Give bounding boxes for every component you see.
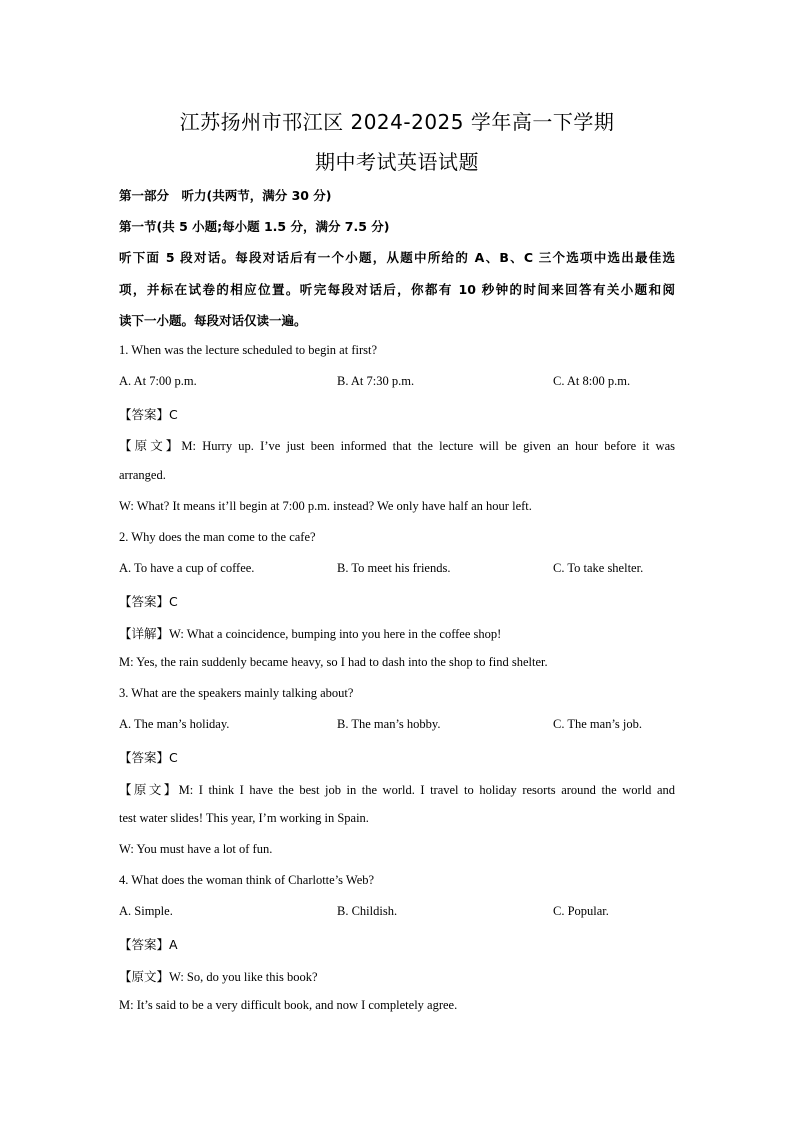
option-b: B. The man’s hobby.	[337, 717, 441, 731]
option-a: A. At 7:00 p.m.	[119, 374, 197, 388]
instructions-line-3: 读下一小题。每段对话仅读一遍。	[119, 313, 307, 328]
option-a: A. Simple.	[119, 904, 173, 918]
transcript-line: test water slides! This year, I’m working in Spain.	[119, 811, 369, 825]
option-b: B. Childish.	[337, 904, 398, 918]
answer-label: 【答案】A	[119, 937, 178, 952]
answer-label: 【答案】C	[119, 750, 178, 765]
transcript-line: W: What? It means it’ll begin at 7:00 p.m. instead? We only have half an hour left.	[119, 499, 532, 513]
question-stem: 1. When was the lecture scheduled to begin at first?	[119, 343, 378, 357]
document-title-line1: 江苏扬州市邗江区 2024-2025 学年高一下学期	[179, 110, 615, 134]
answer-label: 【答案】C	[119, 594, 178, 609]
question-stem: 2. Why does the man come to the cafe?	[119, 530, 316, 544]
instructions-line-1: 听下面 5 段对话。每段对话后有一个小题，从题中所给的 A、B、C 三个选项中选出最佳选	[119, 250, 675, 265]
option-c: C. At 8:00 p.m.	[553, 374, 631, 388]
option-c: C. The man’s job.	[553, 717, 643, 731]
subsection-heading: 第一节(共 5 小题;每小题 1.5 分，满分 7.5 分)	[119, 219, 390, 234]
transcript-line: M: Yes, the rain suddenly became heavy, so I had to dash into the shop to find shelter.	[119, 655, 548, 669]
section-part-heading: 第一部分 听力(共两节，满分 30 分)	[119, 188, 332, 203]
instructions-line-2: 项，并标在试卷的相应位置。听完每段对话后，你都有 10 秒钟的时间来回答有关小题和阅	[119, 282, 675, 297]
transcript-line: M: It’s said to be a very difficult book, and now I completely agree.	[119, 998, 458, 1012]
question-stem: 4. What does the woman think of Charlotte’s Web?	[119, 873, 375, 887]
transcript-line: 【原文】W: So, do you like this book?	[119, 970, 318, 984]
option-c: C. To take shelter.	[553, 561, 644, 575]
answer-label: 【答案】C	[119, 407, 178, 422]
question-stem: 3. What are the speakers mainly talking about?	[119, 686, 354, 700]
transcript-line: W: You must have a lot of fun.	[119, 842, 273, 856]
transcript-line: 【原文】M: I think I have the best job in the world. I travel to holiday resorts around the world and	[119, 783, 675, 797]
transcript-line: 【原文】M: Hurry up. I’ve just been informed that the lecture will be given an hour before it was	[119, 439, 675, 453]
option-b: B. At 7:30 p.m.	[337, 374, 415, 388]
option-c: C. Popular.	[553, 904, 609, 918]
transcript-line: arranged.	[119, 468, 166, 482]
transcript-line: 【详解】W: What a coincidence, bumping into you here in the coffee shop!	[119, 627, 502, 641]
document-title-line2: 期中考试英语试题	[315, 150, 479, 174]
option-a: A. To have a cup of coffee.	[119, 561, 255, 575]
option-b: B. To meet his friends.	[337, 561, 451, 575]
option-a: A. The man’s holiday.	[119, 717, 230, 731]
